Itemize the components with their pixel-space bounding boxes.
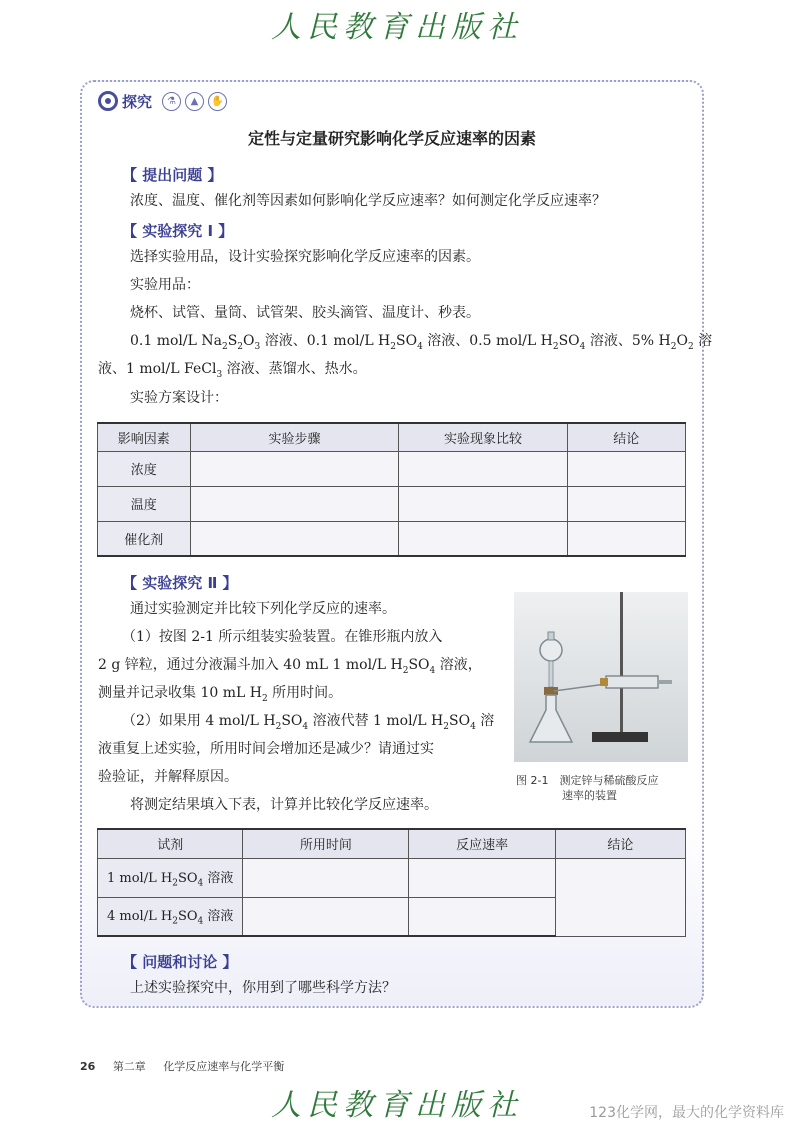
explore-label: 探究: [122, 92, 153, 111]
empty-cell: [399, 521, 567, 556]
chapter-title: 化学反应速率与化学平衡: [163, 1060, 285, 1073]
empty-cell: [555, 858, 685, 936]
target-icon: [98, 91, 118, 111]
explore-badge: [98, 89, 227, 113]
step-2-line-1: （2）如果用 4 mol/L $H_2SO_4$ 溶液代替 1 mol/L $H_2SO_4$ 溶: [122, 713, 495, 732]
chapter-number: 第二章: [112, 1060, 146, 1073]
step-1-line-2: 2 g 锌粒，通过分液漏斗加入 40 mL 1 mol/L $H_2SO_4$ 溶液，: [98, 657, 482, 676]
empty-cell: [399, 451, 567, 486]
figure-caption: [516, 773, 658, 803]
page-footer: [80, 1058, 284, 1074]
experiment-1-instruction: 选择实验用品，设计实验探究影响化学反应速率的因素。: [130, 249, 480, 265]
fill-instruction: 将测定结果填入下表，计算并比较化学反应速率。: [130, 797, 438, 813]
table-row: [98, 451, 686, 486]
table-header-factor: 影响因素: [98, 423, 191, 451]
triangle-icon: ▲: [185, 92, 204, 111]
experiment-2-intro: 通过实验测定并比较下列化学反应的速率。: [130, 601, 396, 617]
empty-cell: [567, 486, 685, 521]
empty-cell: [243, 897, 409, 936]
apparatus-illustration: [514, 592, 688, 762]
table-header-conclusion: 结论: [555, 829, 685, 858]
empty-cell: [567, 451, 685, 486]
reagents-line-2: 液、1 mol/L FeCl$_3$ 溶液、蒸馏水、热水。: [98, 361, 367, 380]
factor-catalyst: 催化剂: [98, 521, 191, 556]
table-header-steps: 实验步骤: [190, 423, 399, 451]
equipment-list: 烧杯、试管、量筒、试管架、胶头滴管、温度计、秒表。: [130, 305, 480, 321]
figure-caption-line-1: 图 2-1 测定锌与稀硫酸反应: [516, 774, 659, 787]
empty-cell: [190, 521, 399, 556]
apparatus-photo: [514, 592, 688, 762]
section-heading-experiment-2: 【 实验探究 Ⅱ 】: [122, 574, 238, 592]
step-1-line-1: （1）按图 2-1 所示组装实验装置。在锥形瓶内放入: [122, 629, 443, 645]
empty-cell: [243, 858, 409, 897]
table-row: [98, 858, 686, 897]
design-table: [97, 422, 686, 557]
empty-cell: [399, 486, 567, 521]
table-header-time: 所用时间: [243, 829, 409, 858]
table-header-conclusion: 结论: [567, 423, 685, 451]
step-1-line-3: 测量并记录收集 10 mL $H_2$ 所用时间。: [98, 685, 343, 704]
empty-cell: [567, 521, 685, 556]
reagent-4mol: 4 mol/L $H_2SO_4$ 溶液: [98, 897, 243, 936]
site-watermark: 123化学网，最大的化学资料库: [589, 1105, 784, 1121]
table-header-rate: 反应速率: [409, 829, 555, 858]
factor-concentration: 浓度: [98, 451, 191, 486]
table-row: [98, 521, 686, 556]
question-text: 浓度、温度、催化剂等因素如何影响化学反应速率？如何测定化学反应速率？: [130, 193, 606, 209]
publisher-logo-bottom: 人民教育出版社: [271, 1088, 523, 1123]
empty-cell: [190, 486, 399, 521]
empty-cell: [409, 858, 555, 897]
section-heading-question: 【 提出问题 】: [122, 166, 223, 184]
page-title: 定性与定量研究影响化学反应速率的因素: [247, 129, 536, 148]
empty-cell: [190, 451, 399, 486]
figure-caption-line-2: 速率的装置: [562, 789, 617, 802]
section-heading-experiment-1: 【 实验探究 Ⅰ 】: [122, 222, 234, 240]
section-heading-discussion: 【 问题和讨论 】: [122, 953, 238, 971]
design-label: 实验方案设计：: [130, 390, 228, 406]
results-table: [97, 828, 686, 937]
publisher-logo-top: 人民教育出版社: [271, 10, 523, 45]
reagent-1mol: 1 mol/L $H_2SO_4$ 溶液: [98, 858, 243, 897]
step-2-line-3: 验验证，并解释原因。: [98, 769, 238, 785]
flask-icon: ⚗: [162, 92, 181, 111]
factor-temperature: 温度: [98, 486, 191, 521]
empty-cell: [409, 897, 555, 936]
discussion-question: 上述实验探究中，你用到了哪些科学方法？: [130, 980, 396, 996]
reagents-line-1: 0.1 mol/L $Na_2S_2O_3$ 溶液、0.1 mol/L $H_2SO_4$ 溶液、0.5 mol/L $H_2SO_4$ 溶液、5% $H_2O_2$ 溶: [130, 333, 713, 352]
materials-label: 实验用品：: [130, 277, 200, 293]
table-row: [98, 486, 686, 521]
table-header-reagent: 试剂: [98, 829, 243, 858]
page-number: 26: [80, 1060, 96, 1073]
table-header-phenomena: 实验现象比较: [399, 423, 567, 451]
hand-icon: ✋: [208, 92, 227, 111]
step-2-line-2: 液重复上述实验，所用时间会增加还是减少？请通过实: [98, 741, 434, 757]
